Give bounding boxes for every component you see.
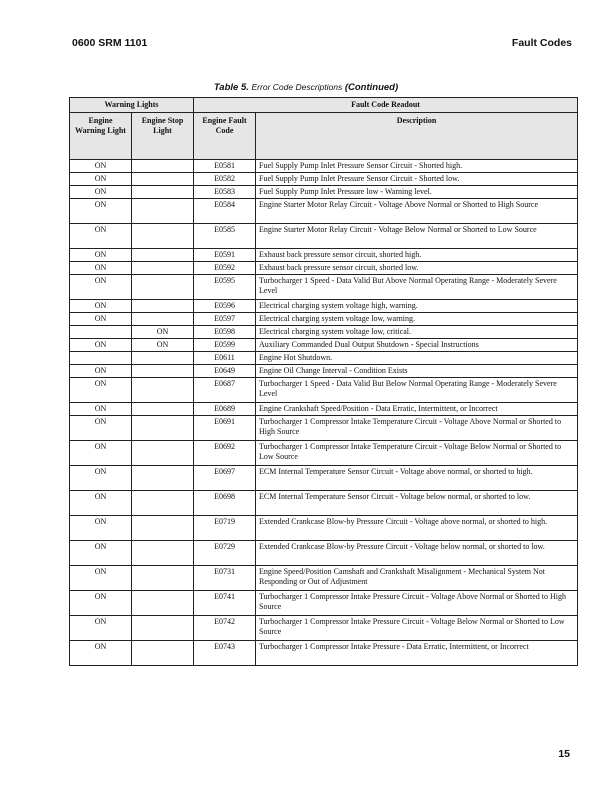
cell-fault-code: E0599 (194, 339, 256, 352)
col-engine-warning-light: Engine Warning Light (70, 113, 132, 160)
cell-fault-code: E0649 (194, 365, 256, 378)
col-engine-stop-light: Engine Stop Light (132, 113, 194, 160)
table-row (70, 591, 578, 616)
table-row (70, 326, 578, 339)
table-row (70, 224, 578, 249)
table-row (70, 441, 578, 466)
cell-fault-code: E0611 (194, 352, 256, 365)
cell-stop-light (132, 416, 194, 441)
error-code-table (69, 97, 578, 666)
cell-fault-code: E0729 (194, 541, 256, 566)
cell-fault-code: E0731 (194, 566, 256, 591)
table-row (70, 641, 578, 666)
table-row (70, 466, 578, 491)
cell-description: Engine Oil Change Interval - Condition Exists (256, 365, 578, 378)
cell-description: Engine Starter Motor Relay Circuit - Voltage Above Normal or Shorted to High Source (256, 199, 578, 224)
table-row (70, 566, 578, 591)
cell-fault-code: E0597 (194, 313, 256, 326)
cell-warning-light: ON (70, 566, 132, 591)
cell-stop-light (132, 566, 194, 591)
warning-lights-header: Warning Lights (70, 98, 194, 113)
col-description: Description (256, 113, 578, 160)
cell-stop-light: ON (132, 339, 194, 352)
cell-description: Electrical charging system voltage low, warning. (256, 313, 578, 326)
page-number: 15 (558, 748, 570, 760)
cell-warning-light: ON (70, 199, 132, 224)
cell-warning-light: ON (70, 173, 132, 186)
cell-stop-light (132, 616, 194, 641)
cell-fault-code: E0595 (194, 275, 256, 300)
table-row (70, 516, 578, 541)
cell-fault-code: E0741 (194, 591, 256, 616)
cell-warning-light: ON (70, 365, 132, 378)
section-title: Fault Codes (511, 37, 572, 49)
table-row (70, 313, 578, 326)
table-row (70, 173, 578, 186)
table-row (70, 541, 578, 566)
cell-description: Auxiliary Commanded Dual Output Shutdown - Special Instructions (256, 339, 578, 352)
cell-stop-light (132, 641, 194, 666)
cell-warning-light: ON (70, 339, 132, 352)
table-caption (0, 82, 612, 93)
cell-warning-light: ON (70, 516, 132, 541)
cell-stop-light (132, 262, 194, 275)
table-row (70, 300, 578, 313)
table-row (70, 378, 578, 403)
cell-warning-light: ON (70, 313, 132, 326)
cell-fault-code: E0582 (194, 173, 256, 186)
cell-stop-light (132, 249, 194, 262)
cell-stop-light: ON (132, 326, 194, 339)
cell-stop-light (132, 313, 194, 326)
cell-stop-light (132, 186, 194, 199)
cell-stop-light (132, 199, 194, 224)
cell-description: Turbocharger 1 Compressor Intake Pressure Circuit - Voltage Below Normal or Shorted to Low Source (256, 616, 578, 641)
cell-warning-light: ON (70, 186, 132, 199)
cell-description: ECM Internal Temperature Sensor Circuit - Voltage above normal, or shorted to high. (256, 466, 578, 491)
cell-description: Turbocharger 1 Compressor Intake Temperature Circuit - Voltage Above Normal or Shorted to High Source (256, 416, 578, 441)
cell-fault-code: E0592 (194, 262, 256, 275)
cell-warning-light: ON (70, 416, 132, 441)
cell-warning-light: ON (70, 224, 132, 249)
cell-description: Exhaust back pressure sensor circuit, shorted low. (256, 262, 578, 275)
cell-stop-light (132, 441, 194, 466)
table-row (70, 249, 578, 262)
cell-fault-code: E0584 (194, 199, 256, 224)
cell-stop-light (132, 224, 194, 249)
cell-stop-light (132, 352, 194, 365)
cell-stop-light (132, 516, 194, 541)
cell-description: Engine Crankshaft Speed/Position - Data Erratic, Intermittent, or Incorrect (256, 403, 578, 416)
cell-warning-light: ON (70, 160, 132, 173)
table-row (70, 199, 578, 224)
cell-warning-light: ON (70, 262, 132, 275)
table-row (70, 186, 578, 199)
cell-stop-light (132, 378, 194, 403)
cell-stop-light (132, 300, 194, 313)
cell-fault-code: E0691 (194, 416, 256, 441)
cell-warning-light: ON (70, 275, 132, 300)
cell-description: Electrical charging system voltage low, critical. (256, 326, 578, 339)
cell-description: Engine Speed/Position Camshaft and Crankshaft Misalignment - Mechanical System Not Responding or Out of Adjustment (256, 566, 578, 591)
cell-warning-light: ON (70, 491, 132, 516)
cell-fault-code: E0743 (194, 641, 256, 666)
table-row (70, 275, 578, 300)
cell-fault-code: E0596 (194, 300, 256, 313)
cell-description: Turbocharger 1 Compressor Intake Temperature Circuit - Voltage Below Normal or Shorted to Low Source (256, 441, 578, 466)
table-title: Error Code Descriptions (251, 82, 343, 92)
cell-warning-light: ON (70, 541, 132, 566)
cell-description: Turbocharger 1 Speed - Data Valid But Below Normal Operating Range - Moderately Severe Level (256, 378, 578, 403)
cell-description: Engine Hot Shutdown. (256, 352, 578, 365)
cell-description: Turbocharger 1 Compressor Intake Pressure Circuit - Voltage Above Normal or Shorted to High Source (256, 591, 578, 616)
cell-stop-light (132, 160, 194, 173)
cell-stop-light (132, 491, 194, 516)
cell-description: Fuel Supply Pump Inlet Pressure Sensor Circuit - Shorted high. (256, 160, 578, 173)
col-engine-fault-code: Engine Fault Code (194, 113, 256, 160)
cell-description: Electrical charging system voltage high, warning. (256, 300, 578, 313)
cell-stop-light (132, 591, 194, 616)
cell-fault-code: E0742 (194, 616, 256, 641)
cell-warning-light: ON (70, 591, 132, 616)
cell-description: Exhaust back pressure sensor circuit, shorted high. (256, 249, 578, 262)
cell-warning-light: ON (70, 300, 132, 313)
cell-description: Fuel Supply Pump Inlet Pressure Sensor Circuit - Shorted low. (256, 173, 578, 186)
cell-fault-code: E0687 (194, 378, 256, 403)
cell-fault-code: E0585 (194, 224, 256, 249)
cell-fault-code: E0689 (194, 403, 256, 416)
cell-warning-light: ON (70, 249, 132, 262)
cell-fault-code: E0697 (194, 466, 256, 491)
cell-warning-light: ON (70, 441, 132, 466)
cell-description: Turbocharger 1 Speed - Data Valid But Above Normal Operating Range - Moderately Severe Level (256, 275, 578, 300)
cell-fault-code: E0591 (194, 249, 256, 262)
table-row (70, 339, 578, 352)
fault-code-readout-header: Fault Code Readout (194, 98, 578, 113)
cell-description: Extended Crankcase Blow-by Pressure Circuit - Voltage below normal, or shorted to low. (256, 541, 578, 566)
cell-stop-light (132, 173, 194, 186)
cell-description: ECM Internal Temperature Sensor Circuit - Voltage below normal, or shorted to low. (256, 491, 578, 516)
cell-fault-code: E0692 (194, 441, 256, 466)
table-row (70, 616, 578, 641)
cell-fault-code: E0598 (194, 326, 256, 339)
cell-warning-light: ON (70, 378, 132, 403)
cell-description: Engine Starter Motor Relay Circuit - Voltage Below Normal or Shorted to Low Source (256, 224, 578, 249)
cell-description: Turbocharger 1 Compressor Intake Pressure - Data Erratic, Intermittent, or Incorrect (256, 641, 578, 666)
table-continued: (Continued) (344, 82, 399, 93)
cell-stop-light (132, 541, 194, 566)
cell-warning-light: ON (70, 641, 132, 666)
cell-warning-light (70, 326, 132, 339)
table-body (70, 160, 578, 666)
table-row (70, 491, 578, 516)
cell-stop-light (132, 365, 194, 378)
cell-warning-light (70, 352, 132, 365)
cell-fault-code: E0698 (194, 491, 256, 516)
document-id: 0600 SRM 1101 (72, 37, 148, 49)
table-row (70, 403, 578, 416)
cell-stop-light (132, 275, 194, 300)
cell-stop-light (132, 466, 194, 491)
cell-description: Fuel Supply Pump Inlet Pressure low - Warning level. (256, 186, 578, 199)
cell-fault-code: E0583 (194, 186, 256, 199)
cell-warning-light: ON (70, 616, 132, 641)
cell-stop-light (132, 403, 194, 416)
cell-warning-light: ON (70, 403, 132, 416)
table-row (70, 365, 578, 378)
table-label: Table 5. (213, 82, 249, 93)
cell-description: Extended Crankcase Blow-by Pressure Circuit - Voltage above normal, or shorted to high. (256, 516, 578, 541)
table-row (70, 416, 578, 441)
cell-warning-light: ON (70, 466, 132, 491)
cell-fault-code: E0719 (194, 516, 256, 541)
table-row (70, 352, 578, 365)
cell-fault-code: E0581 (194, 160, 256, 173)
table-row (70, 160, 578, 173)
table-row (70, 262, 578, 275)
